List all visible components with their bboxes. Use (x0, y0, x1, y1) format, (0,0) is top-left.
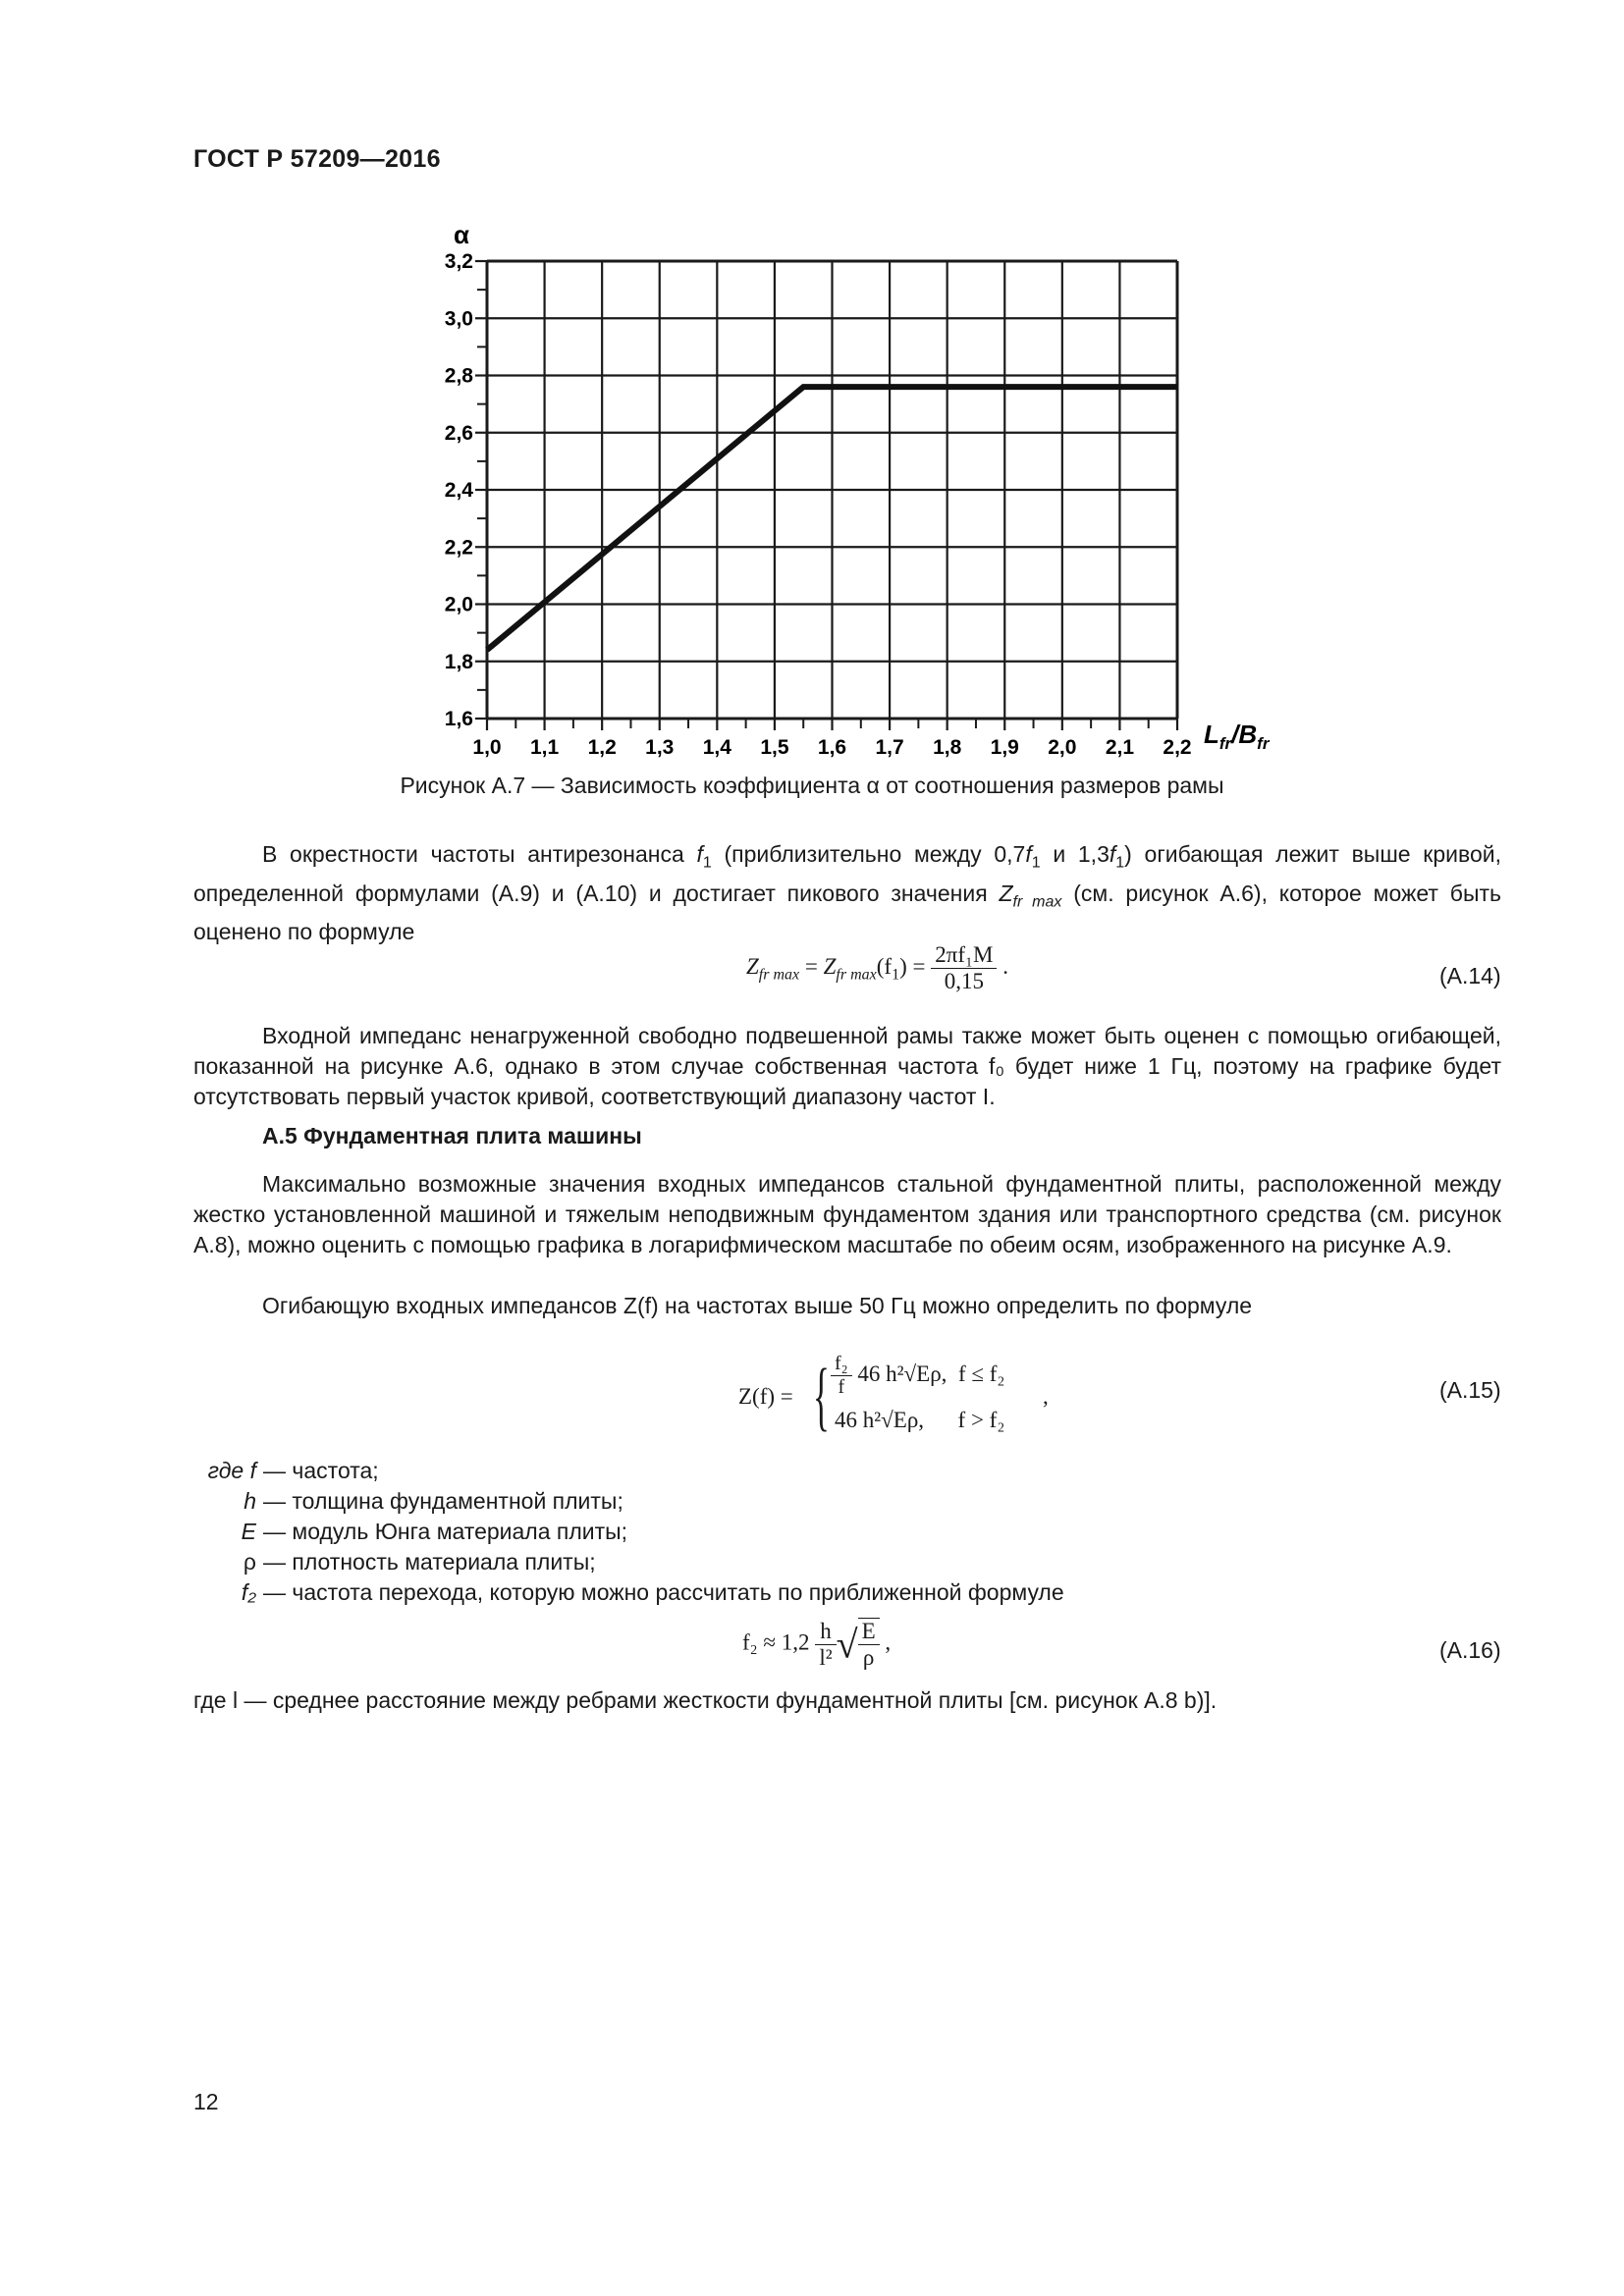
y-tick-label: 2,0 (444, 593, 473, 616)
x-tick-label: 2,0 (1048, 736, 1077, 759)
x-axis-label: $L_{fr}/B_{fr}$ (1204, 720, 1270, 753)
y-tick-label: 2,2 (444, 536, 473, 560)
x-tick-label: 1,0 (472, 736, 502, 759)
section-heading: А.5 Фундаментная плита машины (262, 1123, 642, 1148)
x-tick-label: 1,4 (702, 736, 731, 759)
x-tick-label: 1,5 (760, 736, 789, 759)
equation-number-a14: (А.14) (1439, 963, 1501, 988)
y-tick-label: 2,4 (444, 479, 473, 502)
y-tick-label: 2,8 (444, 364, 473, 388)
paragraph-foundation: Максимально возможные значения входных импедансов стальной фундаментной плиты, расположенной между жестко установленной машиной и тяжелым неподвижным фундаментом здания или транспортного средства (см. рисунок А.8), можно оценить с помощью графика в логарифмическом масштабе по обеим осям, изображенного на рисунке А.9. (193, 1171, 1501, 1257)
equation-a14: $Z_{fr max} = Z_{fr max}(f_1)$ = $\frac{\text{2πf₁M}}{0,15}$ . (746, 942, 1008, 993)
x-tick-label: 1,2 (587, 736, 617, 759)
x-tick-label: 2,2 (1163, 736, 1192, 759)
chart-grid (487, 261, 1177, 719)
equation-number-a16: (А.16) (1439, 1637, 1501, 1663)
x-tick-label: 1,6 (817, 736, 847, 759)
y-tick-label: 1,8 (444, 650, 473, 673)
document-header: ГОСТ Р 57209—2016 (193, 145, 441, 173)
y-tick-label: 3,0 (444, 307, 473, 331)
x-tick-label: 2,1 (1105, 736, 1135, 759)
alpha-chart (432, 218, 1296, 768)
paragraph-antiresonance: В окрестности частоты антирезонанса $f_1$ (приблизительно между $0,7f_1$ и $1,3f_1$) огибающая лежит выше кривой, определенной формулами (А.9) и (А.10) и достигает пикового значения $Z_{fr max}$ (см. рисунок А.6), которое может быть оценено по формуле (193, 841, 1501, 945)
y-axis-label: α (454, 220, 469, 249)
x-tick-label: 1,8 (933, 736, 962, 759)
x-tick-label: 1,3 (645, 736, 675, 759)
chart-ticks (475, 261, 1177, 730)
y-tick-label: 3,2 (444, 250, 473, 273)
paragraph-input-impedance: Входной импеданс ненагруженной свободно подвешенной рамы также может быть оценен с помощью огибающей, показанной на рисунке А.6, однако в этом случае собственная частота f₀ будет ниже 1 Гц, поэтому на графике будет отсутствовать первый участок кривой, соответствующий диапазону частот I. (193, 1023, 1501, 1109)
figure-caption: Рисунок А.7 — Зависимость коэффициента α от соотношения размеров рамы (400, 773, 1224, 798)
paragraph-envelope: Огибающую входных импедансов Z(f) на частотах выше 50 Гц можно определить по формуле (262, 1293, 1253, 1318)
y-tick-label: 1,6 (444, 708, 473, 730)
brace: { (813, 1353, 830, 1438)
x-tick-label: 1,9 (990, 736, 1019, 759)
page-number: 12 (193, 2089, 219, 2114)
x-tick-label: 1,1 (529, 736, 560, 759)
equation-number-a15: (А.15) (1439, 1377, 1501, 1403)
chart-labels (445, 250, 1192, 759)
equation-a16: f₂ ≈ 1,2 $\frac{h}{\text{l²}}$ √ $\frac{E}{\rho}$ , (742, 1618, 892, 1670)
x-tick-label: 1,7 (875, 736, 904, 759)
equation-a15: Z(f) = { $\frac{\text{f₂}}{f}$ 46 h²√Eρ, f ≤ f₂ 46 h²√Eρ, f > f₂ , (738, 1355, 1072, 1445)
paragraph-where-l: где l — среднее расстояние между ребрами жесткости фундаментной плиты [см. рисунок А.8 b)]. (193, 1687, 1218, 1713)
y-tick-label: 2,6 (444, 421, 473, 445)
